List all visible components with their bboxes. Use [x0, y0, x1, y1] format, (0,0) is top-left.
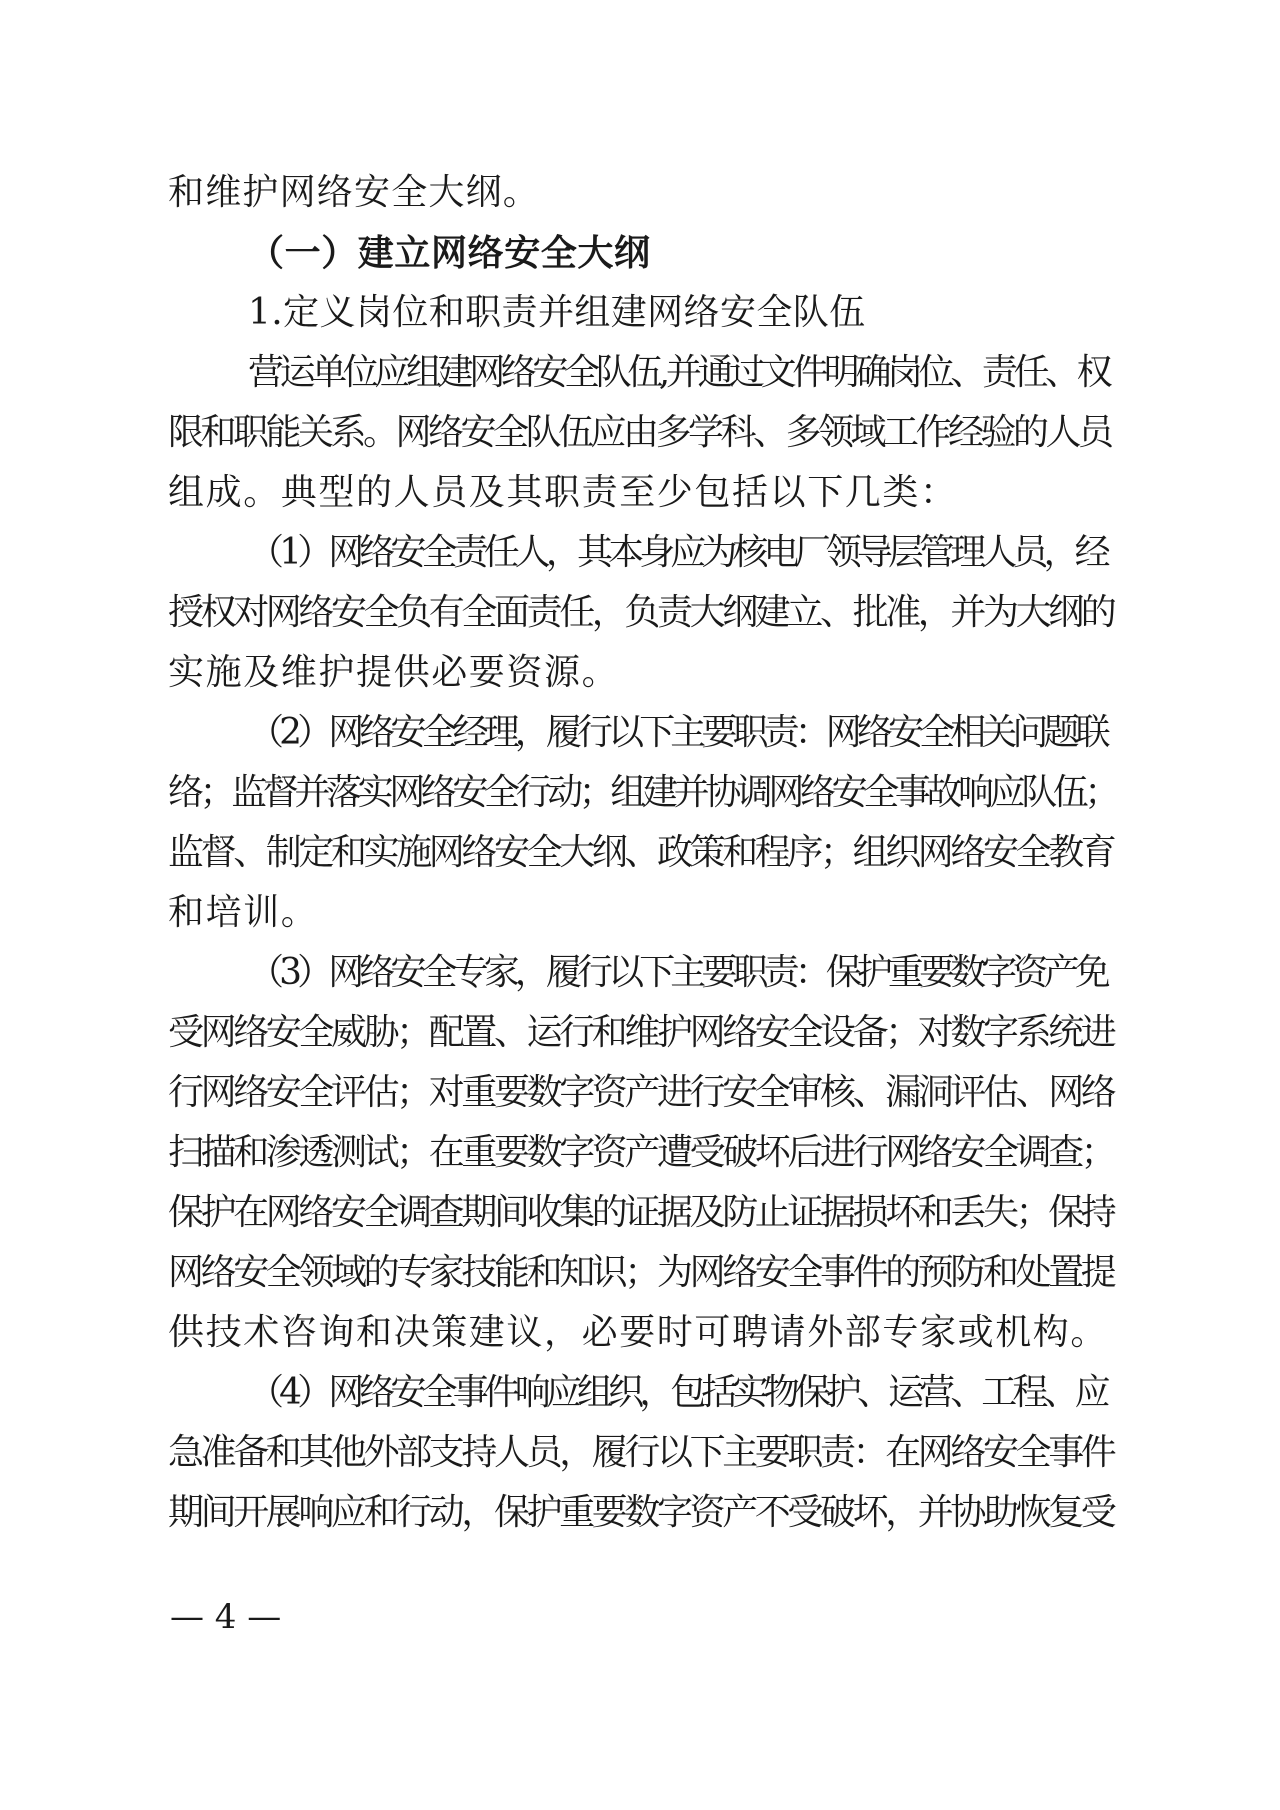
text-line-6: 组成。典型的人员及其职责至少包括以下几类：	[168, 472, 958, 513]
text-line-7: （1）网络安全责任人，其本身应为核电厂领导层管理人员，经	[248, 532, 1106, 573]
text-line-9: 实施及维护提供必要资源。	[168, 652, 620, 693]
text-line-11: 络；监督并落实网络安全行动；组建并协调网络安全事故响应队伍；	[168, 772, 1117, 813]
section-heading: （一）建立网络安全大纲	[248, 232, 651, 274]
text-line-10: （2）网络安全经理，履行以下主要职责：网络安全相关问题联	[248, 712, 1106, 753]
text-line-15: 受网络安全威胁；配置、运行和维护网络安全设备；对数字系统进	[168, 1012, 1114, 1053]
text-line-21: （4）网络安全事件响应组织，包括实物保护、运营、工程、应	[248, 1372, 1106, 1413]
text-line-1: 和维护网络安全大纲。	[168, 172, 541, 213]
text-line-16: 行网络安全评估；对重要数字资产进行安全审核、漏洞评估、网络	[168, 1072, 1114, 1113]
text-line-14: （3）网络安全专家，履行以下主要职责：保护重要数字资产免	[248, 952, 1106, 993]
text-line-17: 扫描和渗透测试；在重要数字资产遭受破坏后进行网络安全调查；	[168, 1132, 1114, 1173]
text-line-20: 供技术咨询和决策建议，必要时可聘请外部专家或机构。	[168, 1312, 1109, 1353]
text-line-8: 授权对网络安全负有全面责任，负责大纲建立、批准，并为大纲的	[168, 592, 1114, 633]
text-line-12: 监督、制定和实施网络安全大纲、政策和程序；组织网络安全教育	[168, 832, 1114, 873]
text-line-4: 营运单位应组建网络安全队伍,并通过文件明确岗位、责任、权	[248, 352, 1109, 393]
text-line-19: 网络安全领域的专家技能和知识；为网络安全事件的预防和处置提	[168, 1252, 1114, 1293]
text-line-22: 急准备和其他外部支持人员，履行以下主要职责：在网络安全事件	[168, 1432, 1114, 1473]
text-line-5: 限和职能关系。网络安全队伍应由多学科、多领域工作经验的人员	[168, 412, 1111, 453]
page-number: — 4 —	[170, 1597, 282, 1637]
subsection-heading: 1.定义岗位和职责并组建网络安全队伍	[248, 292, 866, 333]
text-line-13: 和培训。	[168, 892, 319, 933]
text-line-23: 期间开展响应和行动，保护重要数字资产不受破坏，并协助恢复受	[168, 1492, 1114, 1533]
text-line-18: 保护在网络安全调查期间收集的证据及防止证据损坏和丢失；保持	[168, 1192, 1114, 1233]
